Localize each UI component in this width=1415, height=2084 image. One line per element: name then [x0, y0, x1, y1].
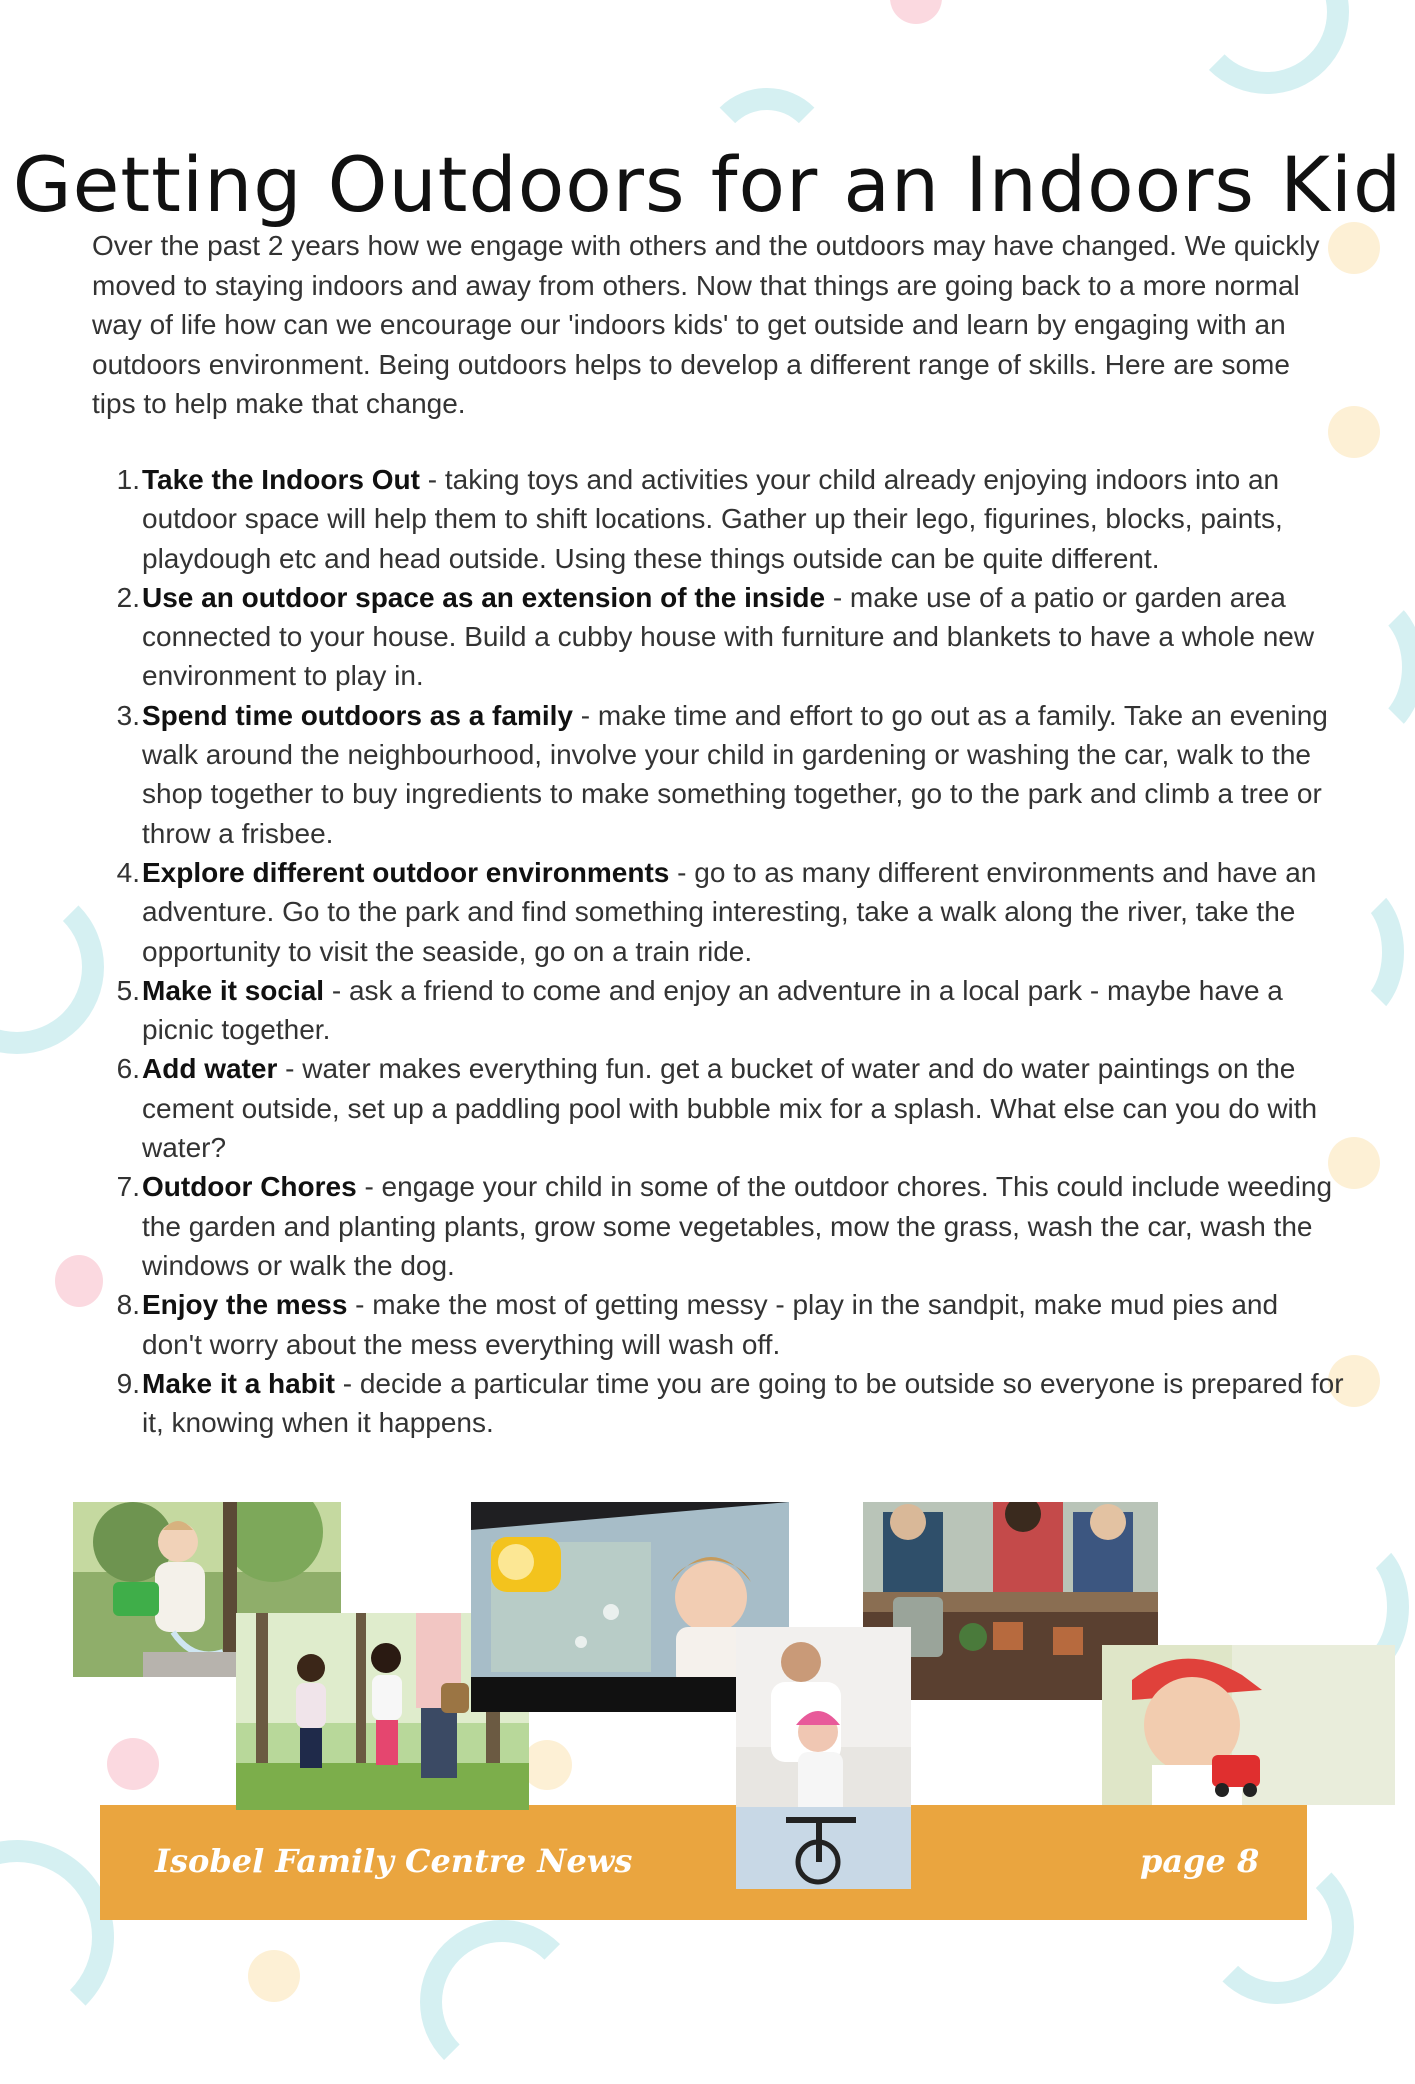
footer-page-number: page 8 — [1140, 1842, 1260, 1880]
tip-text: - water makes everything fun. get a bucket of water and do water paintings on the cement outside, set up a paddling pool with bubble mix for a splash. What else can you do with water? — [142, 1053, 1318, 1164]
list-item — [110, 1285, 1345, 1364]
tip-heading: Outdoor Chores — [142, 1171, 357, 1203]
decor-arc-left — [0, 880, 104, 1054]
page-title: Getting Outdoors for an Indoors Kid — [12, 140, 1403, 229]
photo-boy-toy-car — [1102, 1645, 1395, 1805]
list-item — [110, 578, 1345, 696]
list-item — [110, 853, 1345, 971]
tip-text: - go to as many different environments and have an adventure. Go to the park and find something interesting, take a walk along the river, take the opportunity to visit the seaside, go on a train ride. — [142, 856, 1317, 967]
tip-text: - ask a friend to come and enjoy an adventure in a local park - maybe have a picnic together. — [142, 974, 1283, 1046]
tip-number: 9. — [116, 1367, 140, 1399]
tip-number: 7. — [116, 1171, 140, 1203]
tips-list — [110, 460, 1345, 1442]
tip-number: 1. — [116, 464, 140, 495]
tip-text: - make use of a patio or garden area connected to your house. Build a cubby house with furniture and blankets to have a whole new environment to play in. — [142, 581, 1315, 692]
decor-dot-yellow-1 — [1328, 222, 1380, 274]
tip-text: - decide a particular time you are going to be outside so everyone is prepared for it, knowing when it happens. — [142, 1367, 1344, 1439]
decor-dot-pink-left — [55, 1255, 103, 1307]
tip-text: - taking toys and activities your child already enjoying indoors into an outdoor space will help them to shift locations. Gather up their lego, figurines, blocks, paints, playdough etc and head outside. Using these things outside can be quite different. — [142, 464, 1283, 574]
list-item — [110, 696, 1345, 853]
list-item — [110, 1167, 1345, 1285]
tip-number: 6. — [116, 1053, 140, 1085]
tip-heading: Explore different outdoor environments — [142, 856, 670, 888]
tip-number: 8. — [116, 1289, 140, 1321]
tip-number: 3. — [116, 699, 140, 731]
tip-number: 2. — [116, 581, 140, 613]
decor-dot-yellow-bottom-2 — [248, 1950, 300, 2002]
tip-heading: Enjoy the mess — [142, 1289, 348, 1321]
tip-heading: Add water — [142, 1053, 278, 1085]
tip-heading: Make it social — [142, 974, 325, 1006]
list-item — [110, 460, 1345, 578]
tip-heading: Take the Indoors Out — [142, 464, 420, 495]
tip-text: - engage your child in some of the outdoor chores. This could include weeding the garden and planting plants, grow some vegetables, mow the grass, wash the car, wash the windows or walk the dog. — [142, 1171, 1333, 1281]
tip-heading: Make it a habit — [142, 1367, 335, 1399]
footer-newsletter-name: Isobel Family Centre News — [155, 1842, 633, 1880]
decor-dot-pink-top — [890, 0, 942, 24]
tip-number: 4. — [116, 856, 140, 888]
decor-dot-yellow-bottom — [522, 1740, 572, 1790]
decor-arc-bottom-center — [420, 1920, 584, 2084]
decor-dot-pink-bottom — [107, 1738, 159, 1790]
tip-heading: Spend time outdoors as a family — [142, 699, 573, 731]
intro-paragraph: Over the past 2 years how we engage with others and the outdoors may have changed. We quickly moved to staying indoors and away from others. Now that things are going back to a more normal way of life how can we encourage our 'indoors kids' to get outside and learn by engaging with an outdoors environment. Being outdoors helps to develop a different range of skills. Here are some tips to help make that change. — [92, 230, 1320, 419]
photo-bike-riding — [736, 1627, 911, 1889]
decor-arc-bottom-left — [0, 1840, 114, 2034]
tip-number: 5. — [116, 974, 140, 1006]
list-item — [110, 1364, 1345, 1443]
tip-text: - make the most of getting messy - play in the sandpit, make mud pies and don't worry about the mess everything will wash off. — [142, 1289, 1279, 1360]
tip-text: - make time and effort to go out as a family. Take an evening walk around the neighbourhood, involve your child in gardening or washing the car, walk to the shop together to buy ingredients to make something together, go to the park and climb a tree or throw a frisbee. — [142, 699, 1328, 849]
list-item — [110, 1049, 1345, 1167]
list-item — [110, 971, 1345, 1050]
decor-arc-top-right — [1185, 0, 1349, 94]
decor-dot-yellow-2 — [1328, 406, 1380, 458]
tip-heading: Use an outdoor space as an extension of the inside — [142, 581, 826, 613]
